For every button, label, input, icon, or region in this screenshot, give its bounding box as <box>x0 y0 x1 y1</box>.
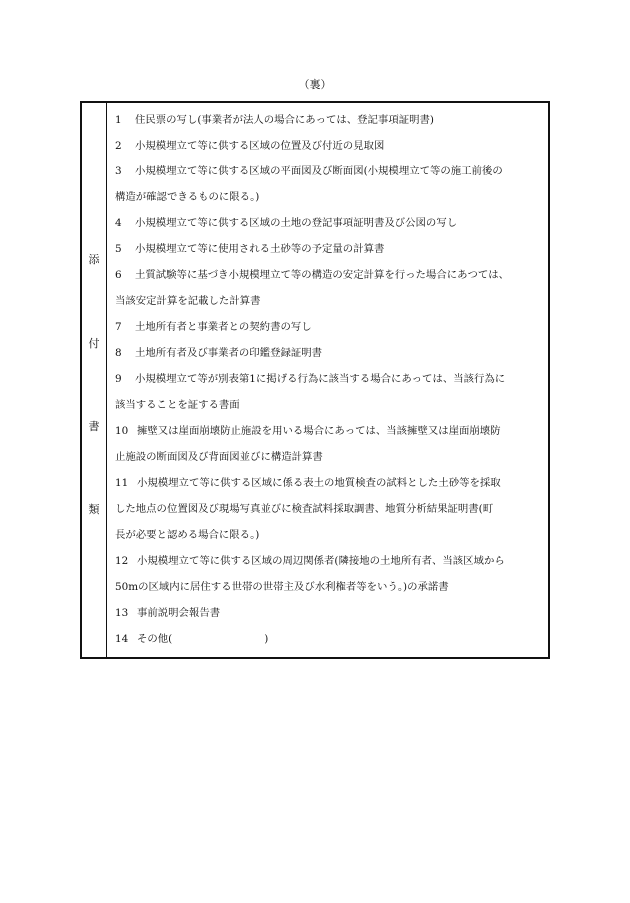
list-item-6: 6 土質試験等に基づき小規模埋立て等の構造の安定計算を行った場合にあつては、 <box>115 269 510 281</box>
list-item-11: 11 小規模埋立て等に供する区域に係る表土の地質検査の試料とした土砂等を採取 <box>115 477 501 489</box>
list-item-4: 4 小規模埋立て等に供する区域の土地の登記事項証明書及び公図の写し <box>115 217 458 229</box>
side-label-char: 付 <box>88 337 100 350</box>
side-label-column <box>82 103 107 657</box>
list-item-1: 1 住民票の写し(事業者が法人の場合にあっては、登記事項証明書) <box>115 114 434 126</box>
list-item-10-continuation: 止施設の断面図及び背面図並びに構造計算書 <box>115 451 323 463</box>
list-item-9-continuation: 該当することを証する書面 <box>115 399 240 411</box>
list-item-12-continuation: 50mの区域内に居住する世帯の世帯主及び水利権者等をいう。)の承諾書 <box>115 581 449 593</box>
attachments-table <box>80 101 550 659</box>
list-item-11-continuation-2: 長が必要と認める場合に限る。) <box>115 529 260 541</box>
side-label-char: 書 <box>88 420 100 433</box>
page-heading: （裏） <box>298 78 332 91</box>
side-label-char: 添 <box>88 253 100 266</box>
list-item-13: 13 事前説明会報告書 <box>115 607 221 619</box>
side-label-char: 類 <box>88 503 100 516</box>
list-item-9: 9 小規模埋立て等が別表第1に掲げる行為に該当する場合にあっては、当該行為に <box>115 373 506 385</box>
list-item-11-continuation: した地点の位置図及び現場写真並びに検査試料採取調書、地質分析結果証明書(町 <box>115 503 494 515</box>
list-item-8: 8 土地所有者及び事業者の印鑑登録証明書 <box>115 347 323 359</box>
list-item-6-continuation: 当該安定計算を記載した計算書 <box>115 295 261 307</box>
list-item-2: 2 小規模埋立て等に供する区域の位置及び付近の見取図 <box>115 140 385 152</box>
list-item-5: 5 小規模埋立て等に使用される土砂等の予定量の計算書 <box>115 243 385 255</box>
list-item-3-continuation: 構造が確認できるものに限る。) <box>115 191 260 203</box>
list-item-12: 12 小規模埋立て等に供する区域の周辺関係者(隣接地の土地所有者、当該区域から <box>115 555 505 567</box>
list-item-14: 14 その他( ) <box>115 633 269 645</box>
item-list <box>107 103 548 657</box>
list-item-3: 3 小規模埋立て等に供する区域の平面図及び断面図(小規模埋立て等の施工前後の <box>115 165 503 177</box>
list-item-10: 10 擁壁又は崖面崩壊防止施設を用いる場合にあっては、当該擁壁又は崖面崩壊防 <box>115 425 501 437</box>
list-item-7: 7 土地所有者と事業者との契約書の写し <box>115 321 312 333</box>
